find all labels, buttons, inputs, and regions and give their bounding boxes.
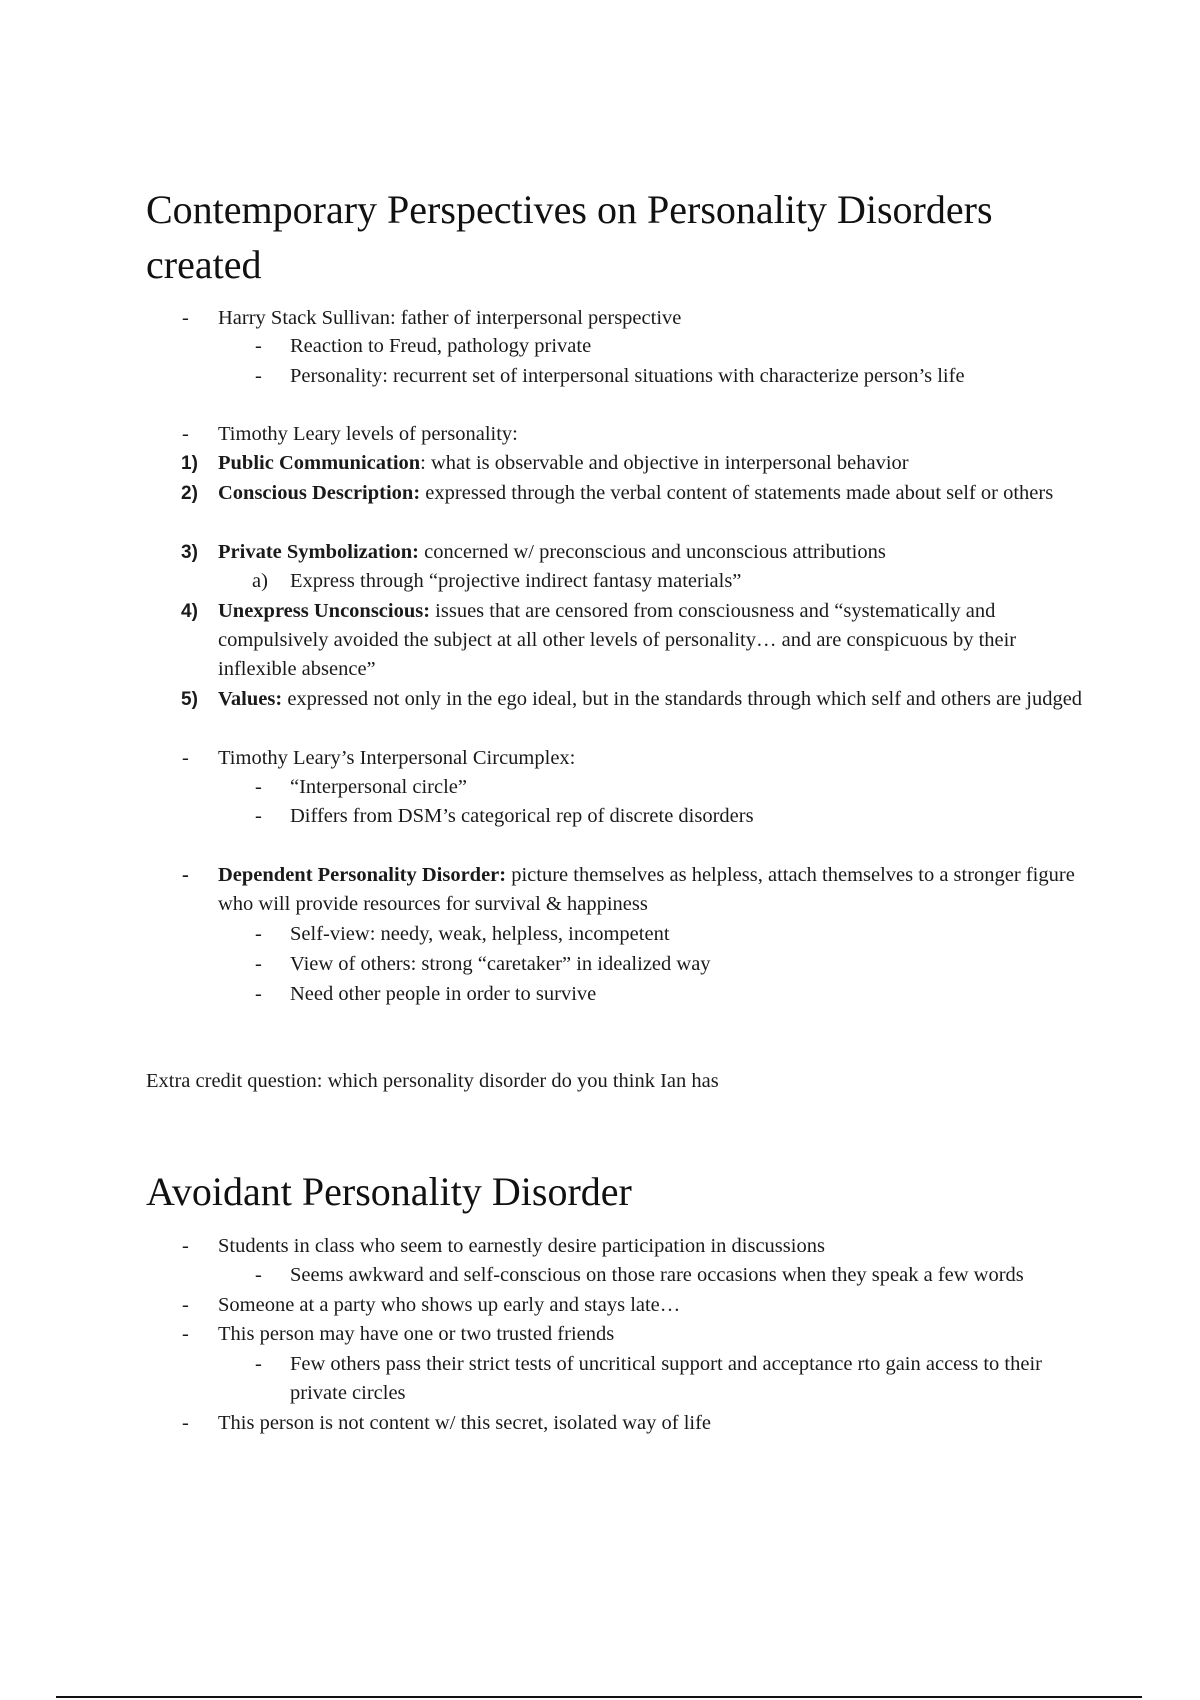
term: Dependent Personality Disorder: [218, 864, 507, 886]
sub-list-letter: a) [252, 570, 268, 592]
avoidant-item-3: This person may have one or two trusted friends [218, 1323, 615, 1345]
term: Conscious Description: [218, 482, 421, 504]
bullet-dash: - [255, 805, 262, 827]
bullet-dash: - [255, 335, 262, 357]
list-number: 5) [181, 689, 198, 710]
definition: issues that are censored from consciousness and “systematically and compulsively avoided the subject at all other levels of personality… and are conspicuous by their inflexible absence” [218, 600, 1017, 680]
bullet-dash: - [182, 1235, 189, 1257]
sullivan-main: Harry Stack Sullivan: father of interpersonal perspective [218, 307, 682, 329]
bullet-dash: - [182, 307, 189, 329]
circumplex-main: Timothy Leary’s Interpersonal Circumplex: [218, 747, 576, 769]
bullet-dash: - [255, 365, 262, 387]
leary-level-5 [218, 685, 1098, 714]
bullet-dash: - [255, 983, 262, 1005]
avoidant-item-4: This person is not content w/ this secret, isolated way of life [218, 1412, 712, 1434]
section-heading: Avoidant Personality Disorder [146, 1169, 632, 1214]
leary-level-1 [218, 449, 909, 478]
definition: picture themselves as helpless, attach themselves to a stronger figure who will provide resources for survival & happiness [218, 864, 1075, 915]
avoidant-item-3-sub: Few others pass their strict tests of uncritical support and acceptance rto gain access to their private circles [290, 1353, 1042, 1404]
page-title: Contemporary Perspectives on Personality Disorders created [146, 187, 993, 287]
bullet-dash: - [182, 1323, 189, 1345]
term: Public Communication [218, 452, 421, 474]
extra-credit-question: Extra credit question: which personality disorder do you think Ian has [146, 1070, 719, 1092]
term: Private Symbolization: [218, 541, 419, 563]
circumplex-sub-1: “Interpersonal circle” [290, 776, 467, 798]
bullet-dash: - [182, 864, 189, 886]
bullet-dash: - [255, 1353, 262, 1375]
term: Values: [218, 688, 283, 710]
sullivan-sub-2: Personality: recurrent set of interpersonal situations with characterize person’s life [290, 365, 965, 387]
list-number: 2) [181, 483, 198, 504]
bullet-dash: - [182, 1294, 189, 1316]
bullet-dash: - [182, 747, 189, 769]
sullivan-sub-1: Reaction to Freud, pathology private [290, 335, 592, 357]
circumplex-sub-2: Differs from DSM’s categorical rep of discrete disorders [290, 805, 754, 827]
definition: expressed not only in the ego ideal, but in the standards through which self and others are judged [282, 688, 1083, 710]
leary-levels-intro: Timothy Leary levels of personality: [218, 423, 518, 445]
dependent-sub-1: Self-view: needy, weak, helpless, incompetent [290, 923, 670, 945]
bullet-dash: - [255, 776, 262, 798]
bullet-dash: - [182, 1412, 189, 1434]
bullet-dash: - [255, 923, 262, 945]
dependent-sub-2: View of others: strong “caretaker” in idealized way [290, 953, 711, 975]
leary-level-2 [218, 479, 1098, 508]
leary-level-4 [218, 597, 1098, 684]
bullet-dash: - [182, 423, 189, 445]
bullet-dash: - [255, 1264, 262, 1286]
leary-level-3 [218, 538, 886, 567]
definition: expressed through the verbal content of statements made about self or others [420, 482, 1054, 504]
list-number: 3) [181, 542, 198, 563]
avoidant-item-1: Students in class who seem to earnestly desire participation in discussions [218, 1235, 825, 1257]
list-number: 4) [181, 601, 198, 622]
dependent-sub-3: Need other people in order to survive [290, 983, 597, 1005]
dependent-main [218, 861, 1098, 919]
list-number: 1) [181, 453, 198, 474]
avoidant-item-2: Someone at a party who shows up early and stays late… [218, 1294, 681, 1316]
definition: : what is observable and objective in interpersonal behavior [420, 452, 909, 474]
bottom-rule-divider [56, 1696, 1142, 1698]
leary-level-3-sub: Express through “projective indirect fantasy materials” [290, 570, 742, 592]
bullet-dash: - [255, 953, 262, 975]
avoidant-item-1-sub: Seems awkward and self-conscious on those rare occasions when they speak a few words [290, 1264, 1024, 1286]
definition: concerned w/ preconscious and unconscious attributions [419, 541, 886, 563]
term: Unexpress Unconscious: [218, 600, 431, 622]
